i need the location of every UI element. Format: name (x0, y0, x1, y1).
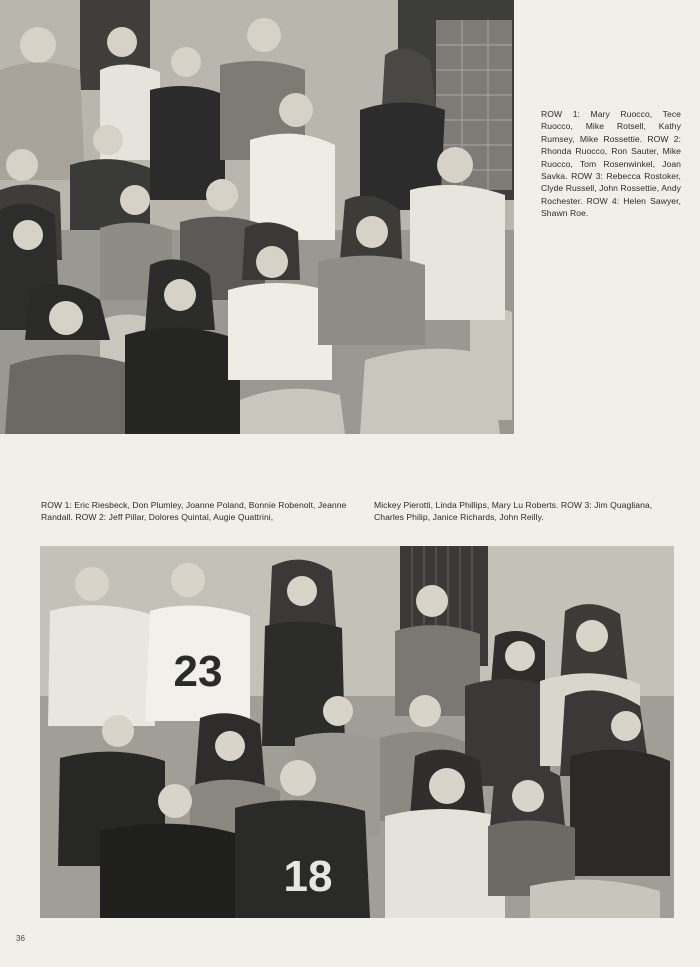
bottom-photo-caption-right: Mickey Pierotti, Linda Phillips, Mary Lu Roberts. ROW 3: Jim Quagliana, Charles Philip, Janice Richards, John Reilly. (374, 500, 653, 523)
group-photo-top-image (0, 0, 514, 434)
bottom-photo-caption-left: ROW 1: Eric Riesbeck, Don Plumley, Joanne Poland, Bonnie Robenolt, Jeanne Randall. ROW 2: Jeff Pillar, Dolores Quintal, Augie Quattrini, (41, 500, 347, 523)
group-photo-top (0, 0, 514, 434)
top-photo-caption: ROW 1: Mary Ruocco, Tece Ruocco, Mike Rotsell, Kathy Rumsey, Mike Rossettie. ROW 2: Rhonda Ruocco, Ron Sauter, Mike Ruocco, Tom Rosenwinkel, Joan Savka. ROW 3: Rebecca Rostoker, Clyde Russell, John Rossettie, Andy Rochester. ROW 4: Helen Sawyer, Shawn Roe. (541, 109, 681, 219)
jersey-number-23: 23 (173, 647, 223, 696)
jersey-number-18: 18 (283, 852, 333, 901)
group-photo-bottom (40, 546, 674, 918)
group-photo-bottom-image (40, 546, 674, 918)
page-number: 36 (16, 934, 25, 943)
